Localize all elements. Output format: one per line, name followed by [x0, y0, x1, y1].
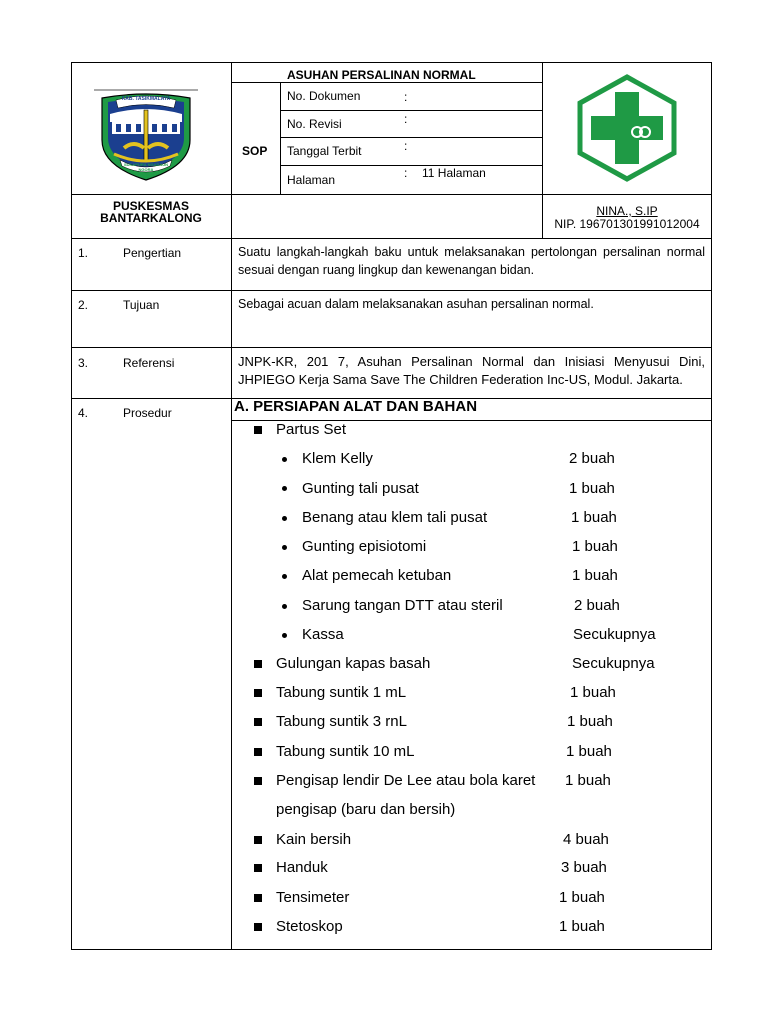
item-name-continued: pengisap (baru dan bersih)	[276, 801, 456, 818]
crest-top-text: KAB. TASIKMALAYA	[121, 96, 171, 102]
item-name: Tensimeter	[276, 889, 350, 906]
field-tanggal-terbit-label: Tanggal Terbit	[287, 144, 362, 158]
sub-item-name: Sarung tangan DTT atau steril	[302, 597, 503, 614]
sub-item-name: Kassa	[302, 626, 344, 643]
section-2-number: 2.	[78, 298, 89, 312]
section-1-label: Pengertian	[123, 246, 182, 260]
prosedur-heading: A. PERSIAPAN ALAT DAN BAHAN	[234, 398, 478, 415]
section-4-label: Prosedur	[123, 406, 172, 420]
square-bullet-icon	[254, 718, 262, 726]
section-2-label: Tujuan	[123, 298, 160, 312]
dot-bullet-icon	[282, 486, 287, 491]
crest-bottom-text: SUKAPURA NGADAUN NGORA	[123, 162, 169, 172]
section-1-text: Suatu langkah-langkah baku untuk melaksanakan pertolongan persalinan normal sesuai dengan ruang lingkup dan kewenangan bidan.	[238, 245, 705, 277]
square-bullet-icon	[254, 777, 262, 785]
field-halaman-sep: :	[404, 166, 408, 180]
item-qty: 1 buah	[567, 713, 613, 730]
sub-item-qty: 2 buah	[574, 597, 620, 614]
signer-name: NINA., S.IP	[596, 204, 658, 218]
document-title: ASUHAN PERSALINAN NORMAL	[287, 68, 476, 82]
field-halaman-value: 11 Halaman	[422, 166, 486, 180]
square-bullet-icon	[254, 426, 262, 434]
dot-bullet-icon	[282, 545, 287, 550]
sub-item-qty: 2 buah	[569, 450, 615, 467]
field-no-revisi-label: No. Revisi	[287, 117, 342, 131]
org-name-line1: PUSKESMAS	[112, 199, 189, 213]
sub-item-qty: 1 buah	[572, 538, 618, 555]
item-name: Tabung suntik 10 mL	[276, 743, 415, 760]
square-bullet-icon	[254, 923, 262, 931]
section-3-label: Referensi	[123, 356, 175, 370]
sub-item-name: Alat pemecah ketuban	[302, 567, 452, 584]
item-name: Handuk	[276, 859, 328, 876]
sub-item-name: Gunting tali pusat	[302, 480, 419, 497]
section-1-number: 1.	[78, 246, 89, 260]
signer-nip: NIP. 196701301991012004	[554, 217, 700, 231]
dot-bullet-icon	[282, 516, 287, 521]
item-qty: 1 buah	[565, 772, 611, 789]
org-name-line2: BANTARKALONG	[100, 211, 202, 225]
field-no-dokumen-label: No. Dokumen	[287, 89, 361, 103]
field-halaman-label: Halaman	[287, 173, 336, 187]
field-no-dokumen-sep: :	[404, 90, 408, 104]
item-name: Tabung suntik 3 rnL	[276, 713, 407, 730]
square-bullet-icon	[254, 864, 262, 872]
section-3-text: JNPK-KR, 201 7, Asuhan Persalinan Normal dan Inisiasi Menyusui Dini, JHPIEGO Kerja Sama Save The Children Federation Inc-US, Modul. Jakarta.	[238, 354, 705, 387]
item-name: Kain bersih	[276, 831, 352, 848]
item-qty: 1 buah	[566, 743, 612, 760]
dot-bullet-icon	[282, 633, 287, 638]
item-name: Tabung suntik 1 mL	[276, 684, 407, 701]
sub-item-qty: 1 buah	[572, 567, 618, 584]
sub-item-name: Benang atau klem tali pusat	[302, 509, 488, 526]
square-bullet-icon	[254, 894, 262, 902]
square-bullet-icon	[254, 660, 262, 668]
puskesmas-logo	[575, 74, 679, 182]
sub-item-qty: Secukupnya	[573, 626, 656, 643]
field-tanggal-terbit-sep: :	[404, 139, 408, 153]
item-qty: 3 buah	[561, 859, 607, 876]
sub-item-name: Klem Kelly	[302, 450, 373, 467]
item-qty: 4 buah	[563, 831, 609, 848]
partus-set-label: Partus Set	[276, 421, 347, 438]
sop-label: SOP	[242, 144, 268, 158]
dot-bullet-icon	[282, 574, 287, 579]
item-qty: 1 buah	[559, 918, 605, 935]
section-3-number: 3.	[78, 356, 89, 370]
item-qty: Secukupnya	[572, 655, 655, 672]
section-4-number: 4.	[78, 406, 89, 420]
square-bullet-icon	[254, 836, 262, 844]
sub-item-qty: 1 buah	[571, 509, 617, 526]
square-bullet-icon	[254, 689, 262, 697]
field-no-revisi-sep: :	[404, 112, 408, 126]
dot-bullet-icon	[282, 457, 287, 462]
section-2-text: Sebagai acuan dalam melaksanakan asuhan persalinan normal.	[238, 297, 594, 311]
item-qty: 1 buah	[570, 684, 616, 701]
sub-item-qty: 1 buah	[569, 480, 615, 497]
item-name: Stetoskop	[276, 918, 343, 935]
item-name: Pengisap lendir De Lee atau bola karet	[276, 772, 536, 789]
dot-bullet-icon	[282, 604, 287, 609]
regency-crest-logo	[94, 88, 198, 182]
item-name: Gulungan kapas basah	[276, 655, 431, 672]
sub-item-name: Gunting episiotomi	[302, 538, 427, 555]
item-qty: 1 buah	[559, 889, 605, 906]
square-bullet-icon	[254, 748, 262, 756]
